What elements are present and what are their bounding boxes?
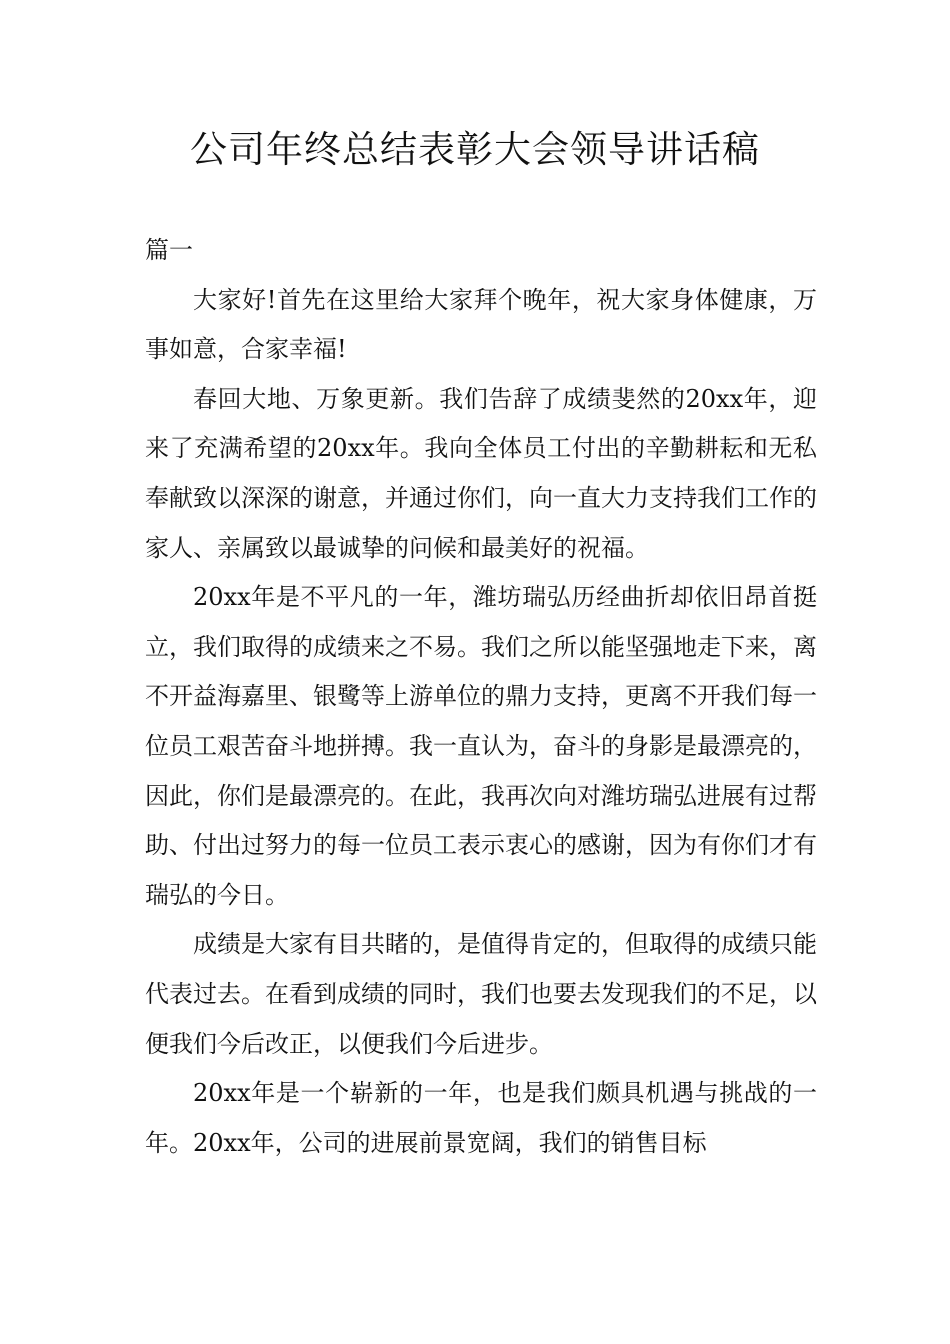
paragraph-achievements: 20xx年是不平凡的一年，潍坊瑞弘历经曲折却依旧昂首挺立，我们取得的成绩来之不易。我们之所以能坚强地走下来，离不开益海嘉里、银鹭等上游单位的鼎力支持，更离不开我们每一位员工艰苦奋斗地拼搏。我一直认为，奋斗的身影是最漂亮的，因此，你们是最漂亮的。在此，我再次向对潍坊瑞弘进展有过帮助、付出过努力的每一位员工表示衷心的感谢，因为有你们才有瑞弘的今日。 bbox=[145, 583, 817, 909]
paragraph-outlook: 20xx年是一个崭新的一年，也是我们颇具机遇与挑战的一年。20xx年，公司的进展前景宽阔，我们的销售目标 bbox=[145, 1079, 817, 1157]
paragraph-greeting: 大家好!首先在这里给大家拜个晚年，祝大家身体健康，万事如意，合家幸福! bbox=[145, 285, 817, 364]
paragraph-thanks: 春回大地、万象更新。我们告辞了成绩斐然的20xx年，迎来了充满希望的20xx年。我向全体员工付出的辛勤耕耘和无私奉献致以深深的谢意，并通过你们，向一直大力支持我们工作的家人、亲属致以最诚挚的问候和最美好的祝福。 bbox=[145, 384, 817, 562]
document-body bbox=[145, 226, 817, 1168]
paragraph-shortcomings: 成绩是大家有目共睹的，是值得肯定的，但取得的成绩只能代表过去。在看到成绩的同时，我们也要去发现我们的不足，以便我们今后改正，以便我们今后进步。 bbox=[145, 930, 817, 1058]
section-label: 篇一 bbox=[145, 236, 193, 264]
document-title: 公司年终总结表彰大会领导讲话稿 bbox=[190, 128, 760, 171]
